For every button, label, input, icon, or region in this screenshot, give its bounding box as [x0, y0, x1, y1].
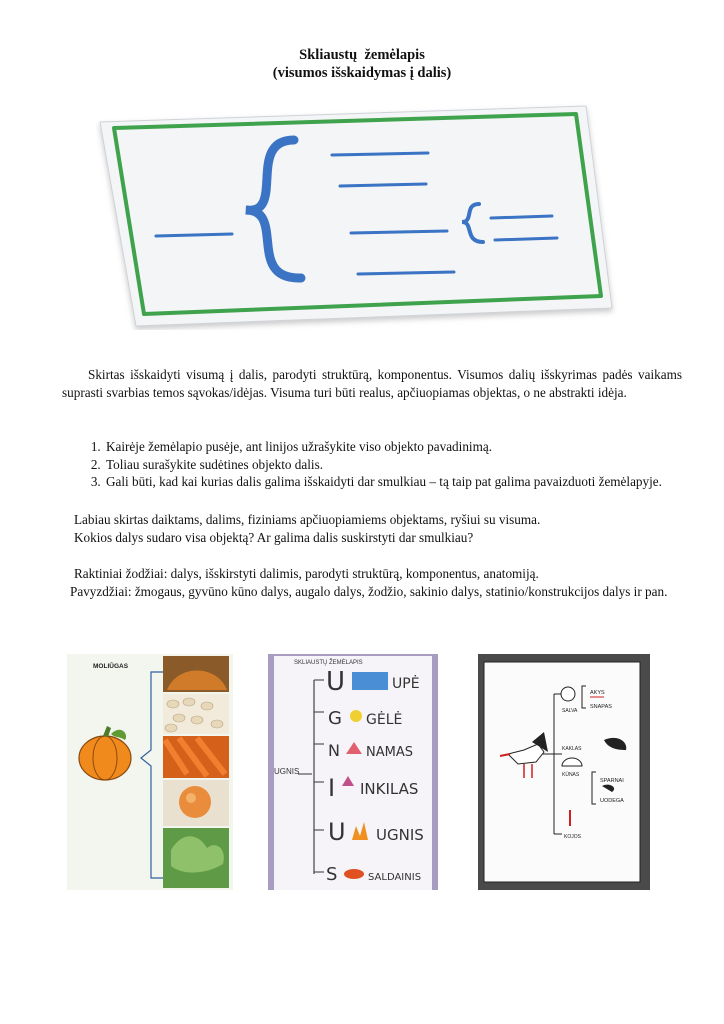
part-line: [340, 184, 426, 186]
svg-text:UPĖ: UPĖ: [392, 676, 420, 692]
svg-text:SNAPAS: SNAPAS: [590, 704, 612, 710]
svg-text:SALVA: SALVA: [562, 708, 578, 714]
svg-text:NAMAS: NAMAS: [366, 745, 413, 760]
svg-text:KOJOS: KOJOS: [564, 834, 581, 840]
svg-text:KŪNAS: KŪNAS: [562, 772, 580, 778]
svg-text:I: I: [328, 774, 336, 802]
ugnis-drawing: [268, 654, 438, 890]
subpart-line: [495, 238, 557, 240]
svg-text:UODEGA: UODEGA: [600, 798, 624, 804]
part-line: [358, 272, 454, 274]
svg-text:G: G: [328, 708, 342, 729]
svg-text:SALDAINIS: SALDAINIS: [368, 872, 422, 883]
part-line: [351, 231, 447, 233]
svg-text:U: U: [328, 818, 346, 846]
photo2-whole: UGNIS: [274, 767, 300, 776]
title-line: Skliaustų žemėlapis: [299, 47, 425, 63]
note-questions: Kokios dalys sudaro visa objektą? Ar galima dalis suskirstyti dar smulkiau?: [74, 530, 474, 545]
svg-text:INKILAS: INKILAS: [360, 780, 419, 798]
list-item: 3. Gali būti, kad kai kurias dalis galima išskaidyti dar smulkiau – tą taip pat galima pavaizduoti žemėlapyje.: [104, 473, 682, 491]
photo1-title: MOLIŪGAS: [93, 663, 129, 670]
whole-line: [156, 234, 232, 236]
subpart-line: [491, 216, 552, 218]
photo-ugnis-map: [268, 654, 438, 890]
examples: Pavyzdžiai: žmogaus, gyvūno kūno dalys, augalo dalys, žodžio, sakinio dalys, statinio/konstrukcijos dalys ir pan.: [70, 584, 668, 599]
brace-map-illustration: [96, 100, 626, 330]
svg-text:U: U: [326, 667, 346, 697]
stork-drawing: [478, 654, 650, 890]
intro-paragraph: Skirtas išskaidyti visumą į dalis, parodyti struktūrą, komponentus. Visumos dalių išskyrimas padės vaikams suprasti svarbias temos sąvokas/idėjas. Visuma turi būti realus, apčiuopiamas objektas, o ne abstrakti idėja.: [62, 367, 682, 400]
svg-text:AKYS: AKYS: [590, 690, 605, 696]
list-item: 2. Toliau surašykite sudėtines objekto dalis.: [104, 456, 682, 474]
svg-text:GĖLĖ: GĖLĖ: [366, 712, 403, 728]
svg-text:KAKLAS: KAKLAS: [562, 746, 582, 752]
svg-text:SPARNAI: SPARNAI: [600, 778, 624, 784]
page-title: [0, 46, 724, 82]
svg-text:UGNIS: UGNIS: [376, 826, 424, 844]
pumpkin-drawing: [67, 654, 233, 890]
photo-stork-map: [478, 654, 650, 890]
photo-pumpkin-map: [67, 654, 233, 890]
steps-list: [62, 438, 682, 491]
note-purpose: Labiau skirtas daiktams, dalims, fiziniams apčiuopiamiems objektams, ryšiui su visuma.: [74, 512, 541, 527]
list-item: 1. Kairėje žemėlapio pusėje, ant linijos užrašykite viso objekto pavadinimą.: [104, 438, 682, 456]
photo2-header: SKLIAUSTŲ ŽEMĖLAPIS: [294, 660, 363, 666]
keywords: Raktiniai žodžiai: dalys, išskirstyti dalimis, parodyti struktūrą, komponentus, anatomiją.: [74, 566, 539, 581]
part-line: [332, 153, 428, 155]
svg-text:S: S: [326, 864, 338, 885]
svg-text:N: N: [328, 741, 340, 760]
subtitle-line: (visumos išskaidymas į dalis): [272, 65, 452, 81]
